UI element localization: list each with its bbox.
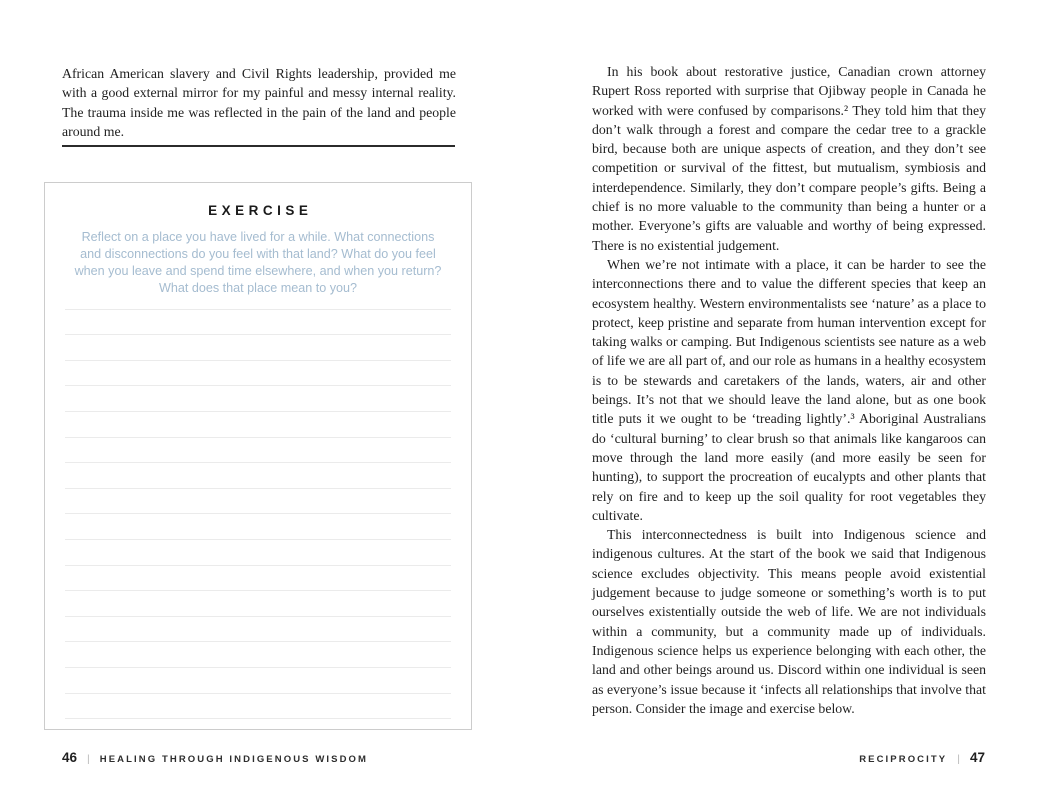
ruled-line xyxy=(65,591,451,617)
ruled-line xyxy=(65,489,451,515)
ruled-line xyxy=(65,694,451,720)
exercise-heading: EXERCISE xyxy=(208,203,313,218)
ruled-line xyxy=(65,617,451,643)
ruled-line xyxy=(65,361,451,387)
ruled-line xyxy=(65,540,451,566)
ruled-line xyxy=(65,386,451,412)
exercise-prompt: Reflect on a place you have lived for a while. What connections and disconnections do you feel with that land? What do you feel when you leave and spend time elsewhere, and when you return? What does that place mean to you? xyxy=(74,230,442,295)
right-page-number: 47 xyxy=(969,750,985,765)
ruled-line xyxy=(65,463,451,489)
intro-paragraph: African American slavery and Civil Rights leadership, provided me with a good external mirror for my painful and messy internal reality. The trauma inside me was reflected in the pain of the land and people around me. xyxy=(62,66,456,139)
ruled-line xyxy=(65,335,451,361)
body-paragraph: In his book about restorative justice, Canadian crown attorney Rupert Ross reported with surprise that Ojibway people in Canada he worked with were confused by comparisons.² They told him that they don’t walk through a forest and compare the cedar tree to a grackle bird, because both are unique aspects of creation, and they don’t see competition or survival of the fittest, but mutualism, symbiosis and interdependence. Similarly, they don’t compare people’s gifts. Being a chief is no more valuable to the community than being a hunter or a mother. Everyone’s gifts are valuable and worthy of being expressed. There is no existential judgement. xyxy=(592,64,986,253)
book-title: HEALING THROUGH INDIGENOUS WISDOM xyxy=(99,754,369,765)
body-text-column xyxy=(592,62,986,718)
ruled-line xyxy=(65,642,451,668)
ruled-line xyxy=(65,514,451,540)
ruled-line xyxy=(65,310,451,336)
ruled-line xyxy=(65,566,451,592)
ruled-line xyxy=(65,412,451,438)
right-page xyxy=(523,0,1046,800)
footer-separator: | xyxy=(957,753,960,765)
body-paragraph: This interconnectedness is built into Indigenous science and indigenous cultures. At the start of the book we said that Indigenous science excludes objectivity. This means people avoid existential judgement because to judge someone or something’s worth is to put ourselves existentially outside the web of life. We are not individuals within a community, but a community made up of individuals. Indigenous science helps us experience belonging with each other, the land and other beings around us. Discord within one individual is seen as everyone’s issue because it ‘infects all relationships that involve that person. Consider the image and exercise below. xyxy=(592,527,986,716)
section-divider xyxy=(62,145,455,147)
footer-separator: | xyxy=(87,753,90,765)
chapter-title: RECIPROCITY xyxy=(859,754,948,765)
ruled-line xyxy=(65,668,451,694)
ruled-line xyxy=(65,284,451,310)
body-paragraph: When we’re not intimate with a place, it can be harder to see the interconnections there and to value the different species that keep an ecosystem healthy. Western environmentalists see ‘nature’ as a place to protect, keep pristine and separate from human intervention except for taking walks or camping. But Indigenous scientists see nature as a web of life we are all part of, and our role as humans in a healthy ecosystem is to be stewards and caretakers of the lands, waters, air and other beings. It’s not that we should leave the land alone, but as one book title puts it we ought to be ‘treading lightly’.³ Aboriginal Australians do ‘cultural burning’ to clear brush so that animals like kangaroos can move through the land more easily (and more easily be seen for hunting), to support the procreation of eucalypts and other plants that rely on fire and to keep up the soil quality for root vegetables they cultivate. xyxy=(592,256,986,523)
exercise-writing-lines xyxy=(65,284,451,719)
right-footer xyxy=(859,750,985,765)
ruled-line xyxy=(65,438,451,464)
exercise-box xyxy=(44,182,472,730)
left-page-number: 46 xyxy=(62,750,78,765)
left-footer xyxy=(62,750,368,765)
